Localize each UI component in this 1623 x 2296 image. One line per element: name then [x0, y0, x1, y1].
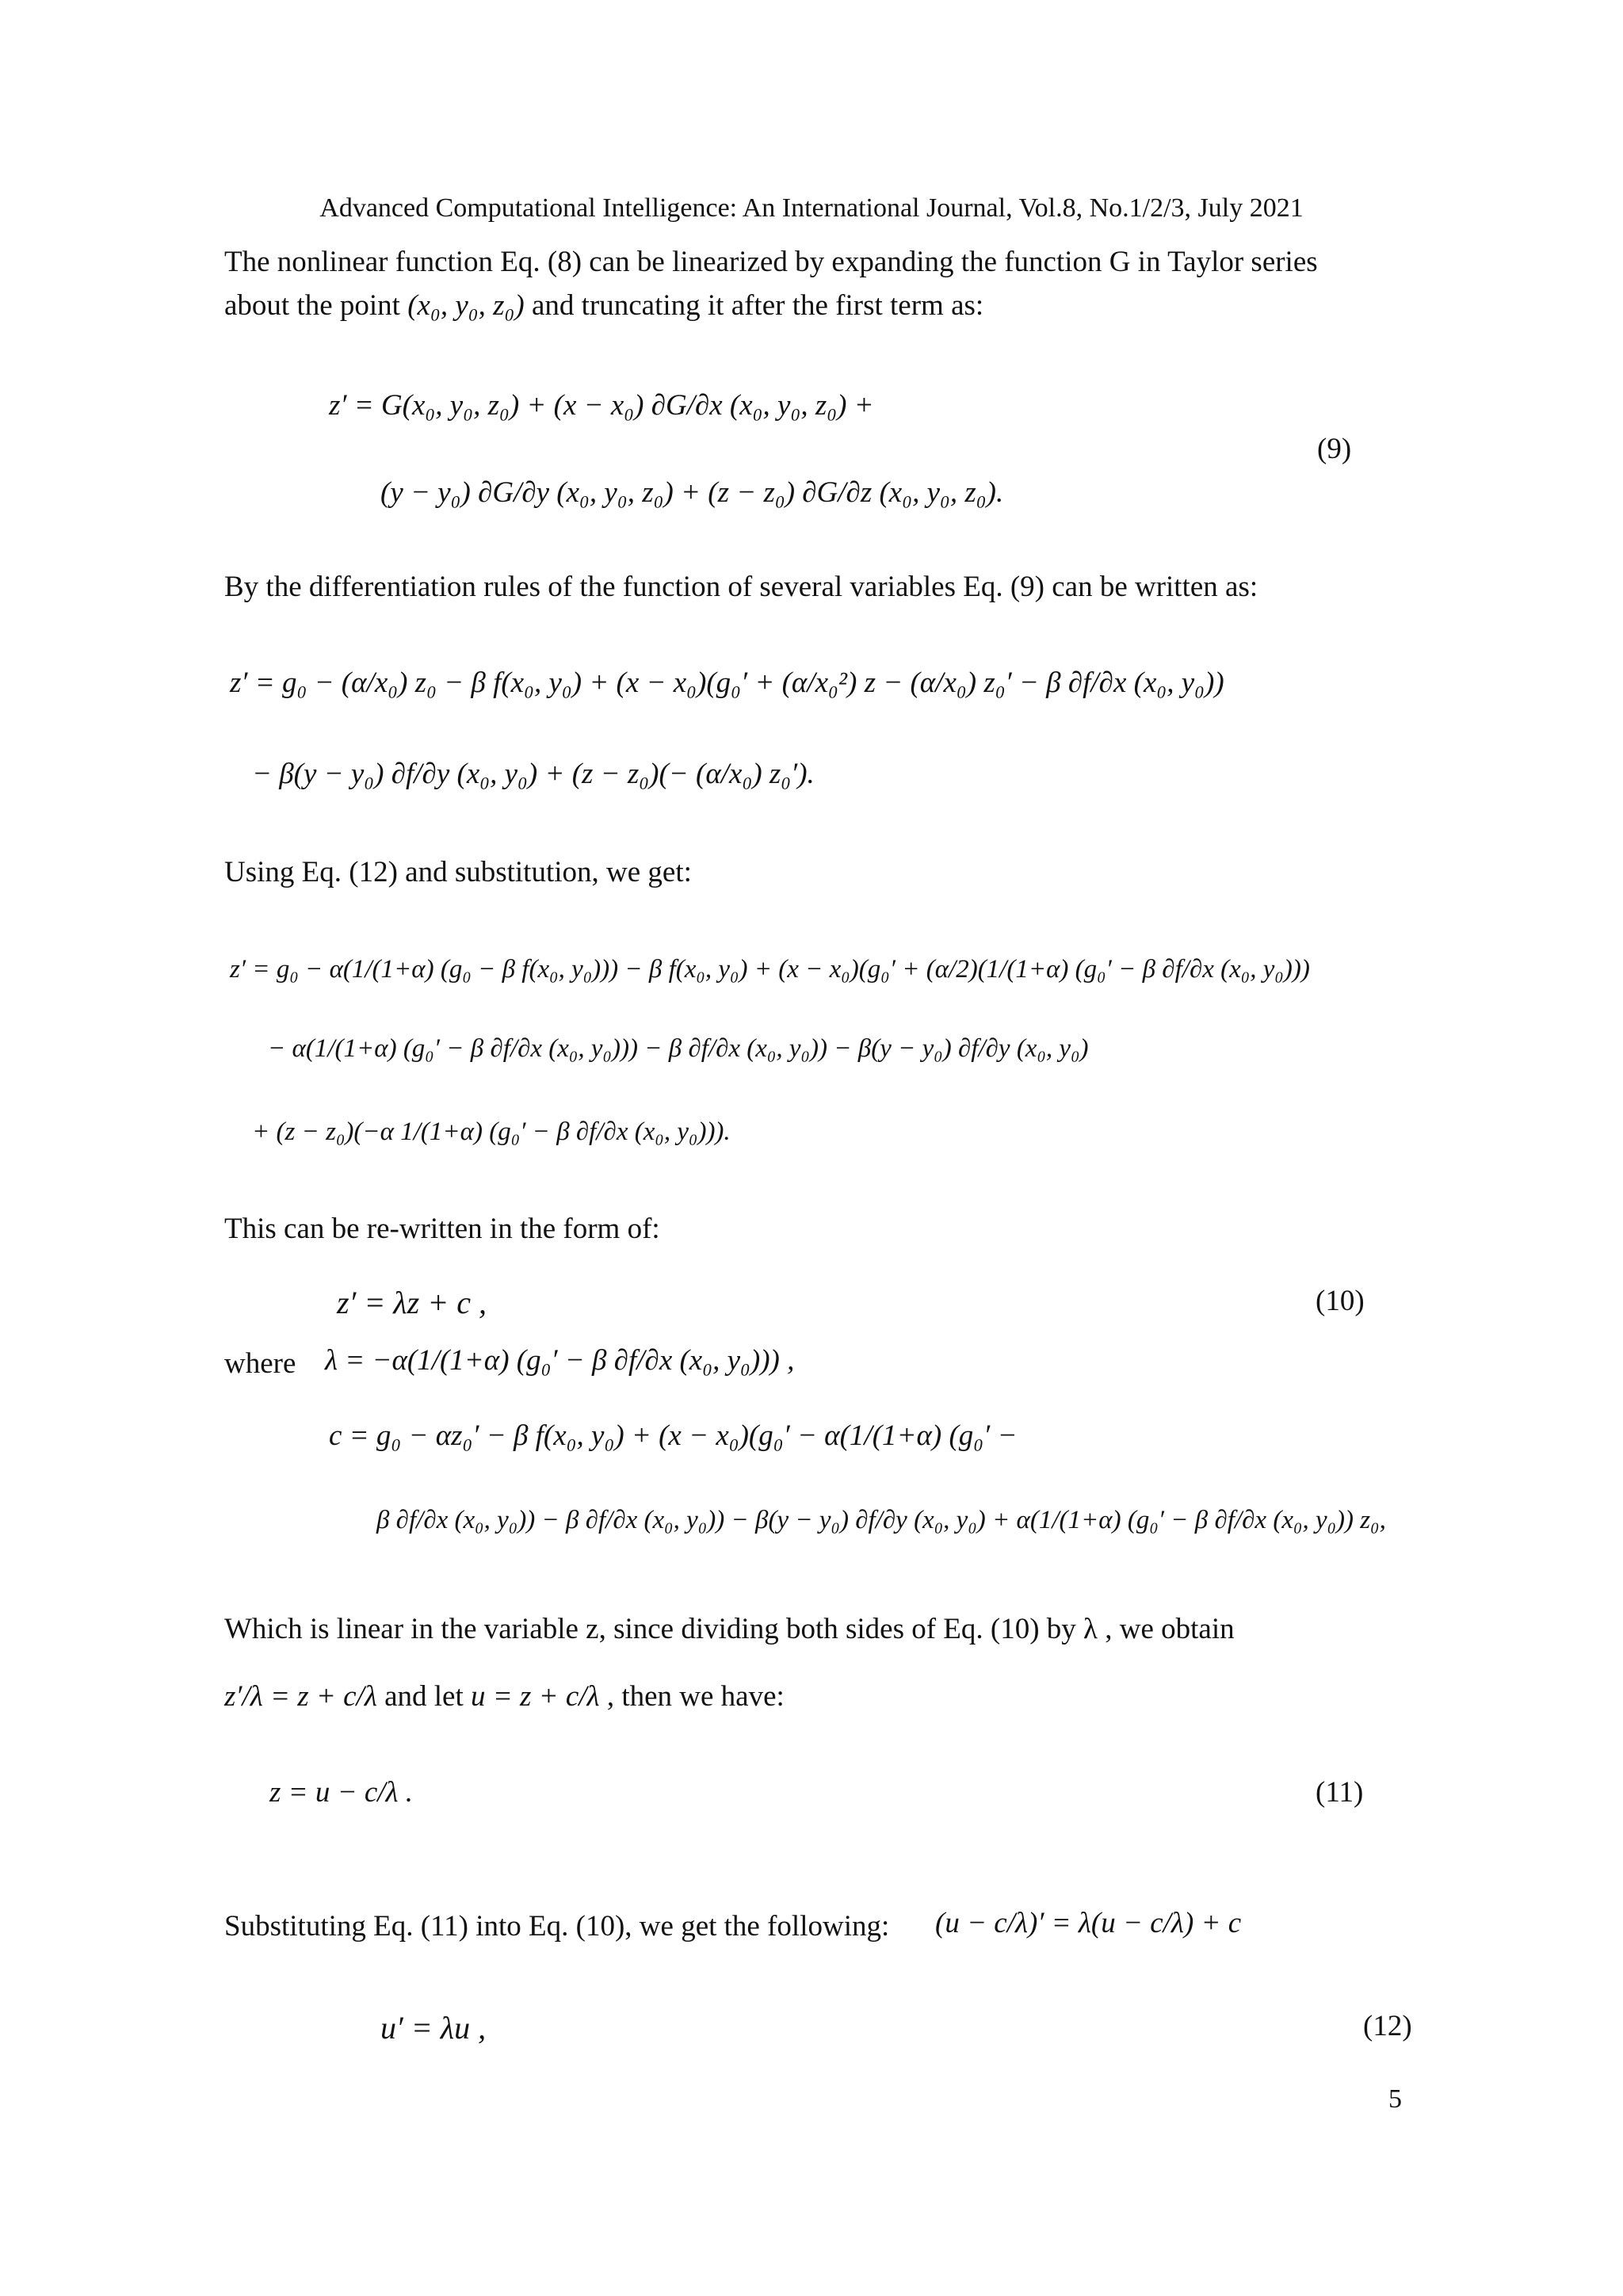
c-definition-line1: c = g₀ − αz₀′ − β f(x₀, y₀) + (x − x₀)(g₀′ − α(1/(1+α) (g₀′ − — [329, 1419, 1018, 1452]
paragraph-substituting: Substituting Eq. (11) into Eq. (10), we get the following: — [224, 1910, 890, 1943]
equation-9-line1: z′ = G(x₀, y₀, z₀) + (x − x₀) ∂G/∂x (x₀, y₀, z₀) + — [329, 389, 874, 422]
paragraph-differentiation: By the differentiation rules of the function of several variables Eq. (9) can be written as: — [224, 571, 1258, 603]
equation-11: z = u − c/λ . — [269, 1776, 414, 1809]
equation-10: z′ = λz + c , — [337, 1285, 487, 1320]
paragraph-intro-line2 — [224, 285, 1397, 327]
paragraph-substitution: Using Eq. (12) and substitution, we get: — [224, 856, 692, 888]
running-header: Advanced Computational Intelligence: An International Journal, Vol.8, No.1/2/3, July 2021 — [319, 193, 1304, 223]
intro-text-b: and truncating it after the first term as: — [531, 289, 984, 322]
intro-text-a: about the point — [224, 289, 400, 322]
equation-12: u′ = λu , — [380, 2010, 487, 2046]
and-let-text: and let — [384, 1680, 464, 1713]
substitution-expression: (u − c/λ)′ = λ(u − c/λ) + c — [935, 1907, 1242, 1939]
point-expression: (x₀, y₀, z₀) — [407, 289, 525, 322]
paragraph-rewritten: This can be re-written in the form of: — [224, 1213, 660, 1245]
then-text: , then we have: — [606, 1680, 785, 1713]
equation-number-11: (11) — [1316, 1776, 1364, 1809]
paragraph-intro-line1: The nonlinear function Eq. (8) can be linearized by expanding the function G in Taylor series — [224, 246, 1318, 278]
equation-substituted-line1: z′ = g₀ − α(1/(1+α) (g₀ − β f(x₀, y₀))) − β f(x₀, y₀) + (x − x₀)(g₀′ + (α/2)(1/(1+α) (g₀′ − β ∂f/∂x (x₀, y₀))) — [230, 955, 1310, 984]
equation-number-10: (10) — [1316, 1285, 1365, 1317]
equation-substituted-line3: + (z − z₀)(−α 1/(1+α) (g₀′ − β ∂f/∂x (x₀, y₀))). — [252, 1117, 731, 1146]
equation-expanded-line1: z′ = g₀ − (α/x₀) z₀ − β f(x₀, y₀) + (x − x₀)(g₀′ + (α/x₀²) z − (α/x₀) z₀′ − β ∂f/∂x (x₀, y₀)) — [230, 667, 1224, 699]
lambda-definition: λ = −α(1/(1+α) (g₀′ − β ∂f/∂x (x₀, y₀))) , — [325, 1344, 795, 1377]
equation-number-12: (12) — [1363, 2010, 1412, 2042]
equation-9-line2: (y − y₀) ∂G/∂y (x₀, y₀, z₀) + (z − z₀) ∂G/∂z (x₀, y₀, z₀). — [380, 476, 1004, 509]
equation-number-9: (9) — [1317, 433, 1352, 465]
page-number: 5 — [1388, 2084, 1402, 2114]
equation-expanded-line2: − β(y − y₀) ∂f/∂y (x₀, y₀) + (z − z₀)(− (α/x₀) z₀′). — [252, 758, 815, 790]
equation-substituted-line2: − α(1/(1+α) (g₀′ − β ∂f/∂x (x₀, y₀))) − β ∂f/∂x (x₀, y₀)) − β(y − y₀) ∂f/∂y (x₀, y₀) — [268, 1034, 1089, 1063]
paragraph-linear: Which is linear in the variable z, since dividing both sides of Eq. (10) by λ , we obtain — [224, 1613, 1235, 1645]
u-definition: u = z + c/λ — [471, 1680, 600, 1713]
c-definition-line2: β ∂f/∂x (x₀, y₀)) − β ∂f/∂x (x₀, y₀)) − β(y − y₀) ∂f/∂y (x₀, y₀) + α(1/(1+α) (g₀′ − β ∂f/∂x (x₀, y₀)) z₀, — [376, 1506, 1386, 1534]
where-label: where — [224, 1347, 296, 1380]
z-over-lambda-expression: z′/λ = z + c/λ — [224, 1680, 377, 1713]
paragraph-linear-line2 — [224, 1676, 1397, 1717]
